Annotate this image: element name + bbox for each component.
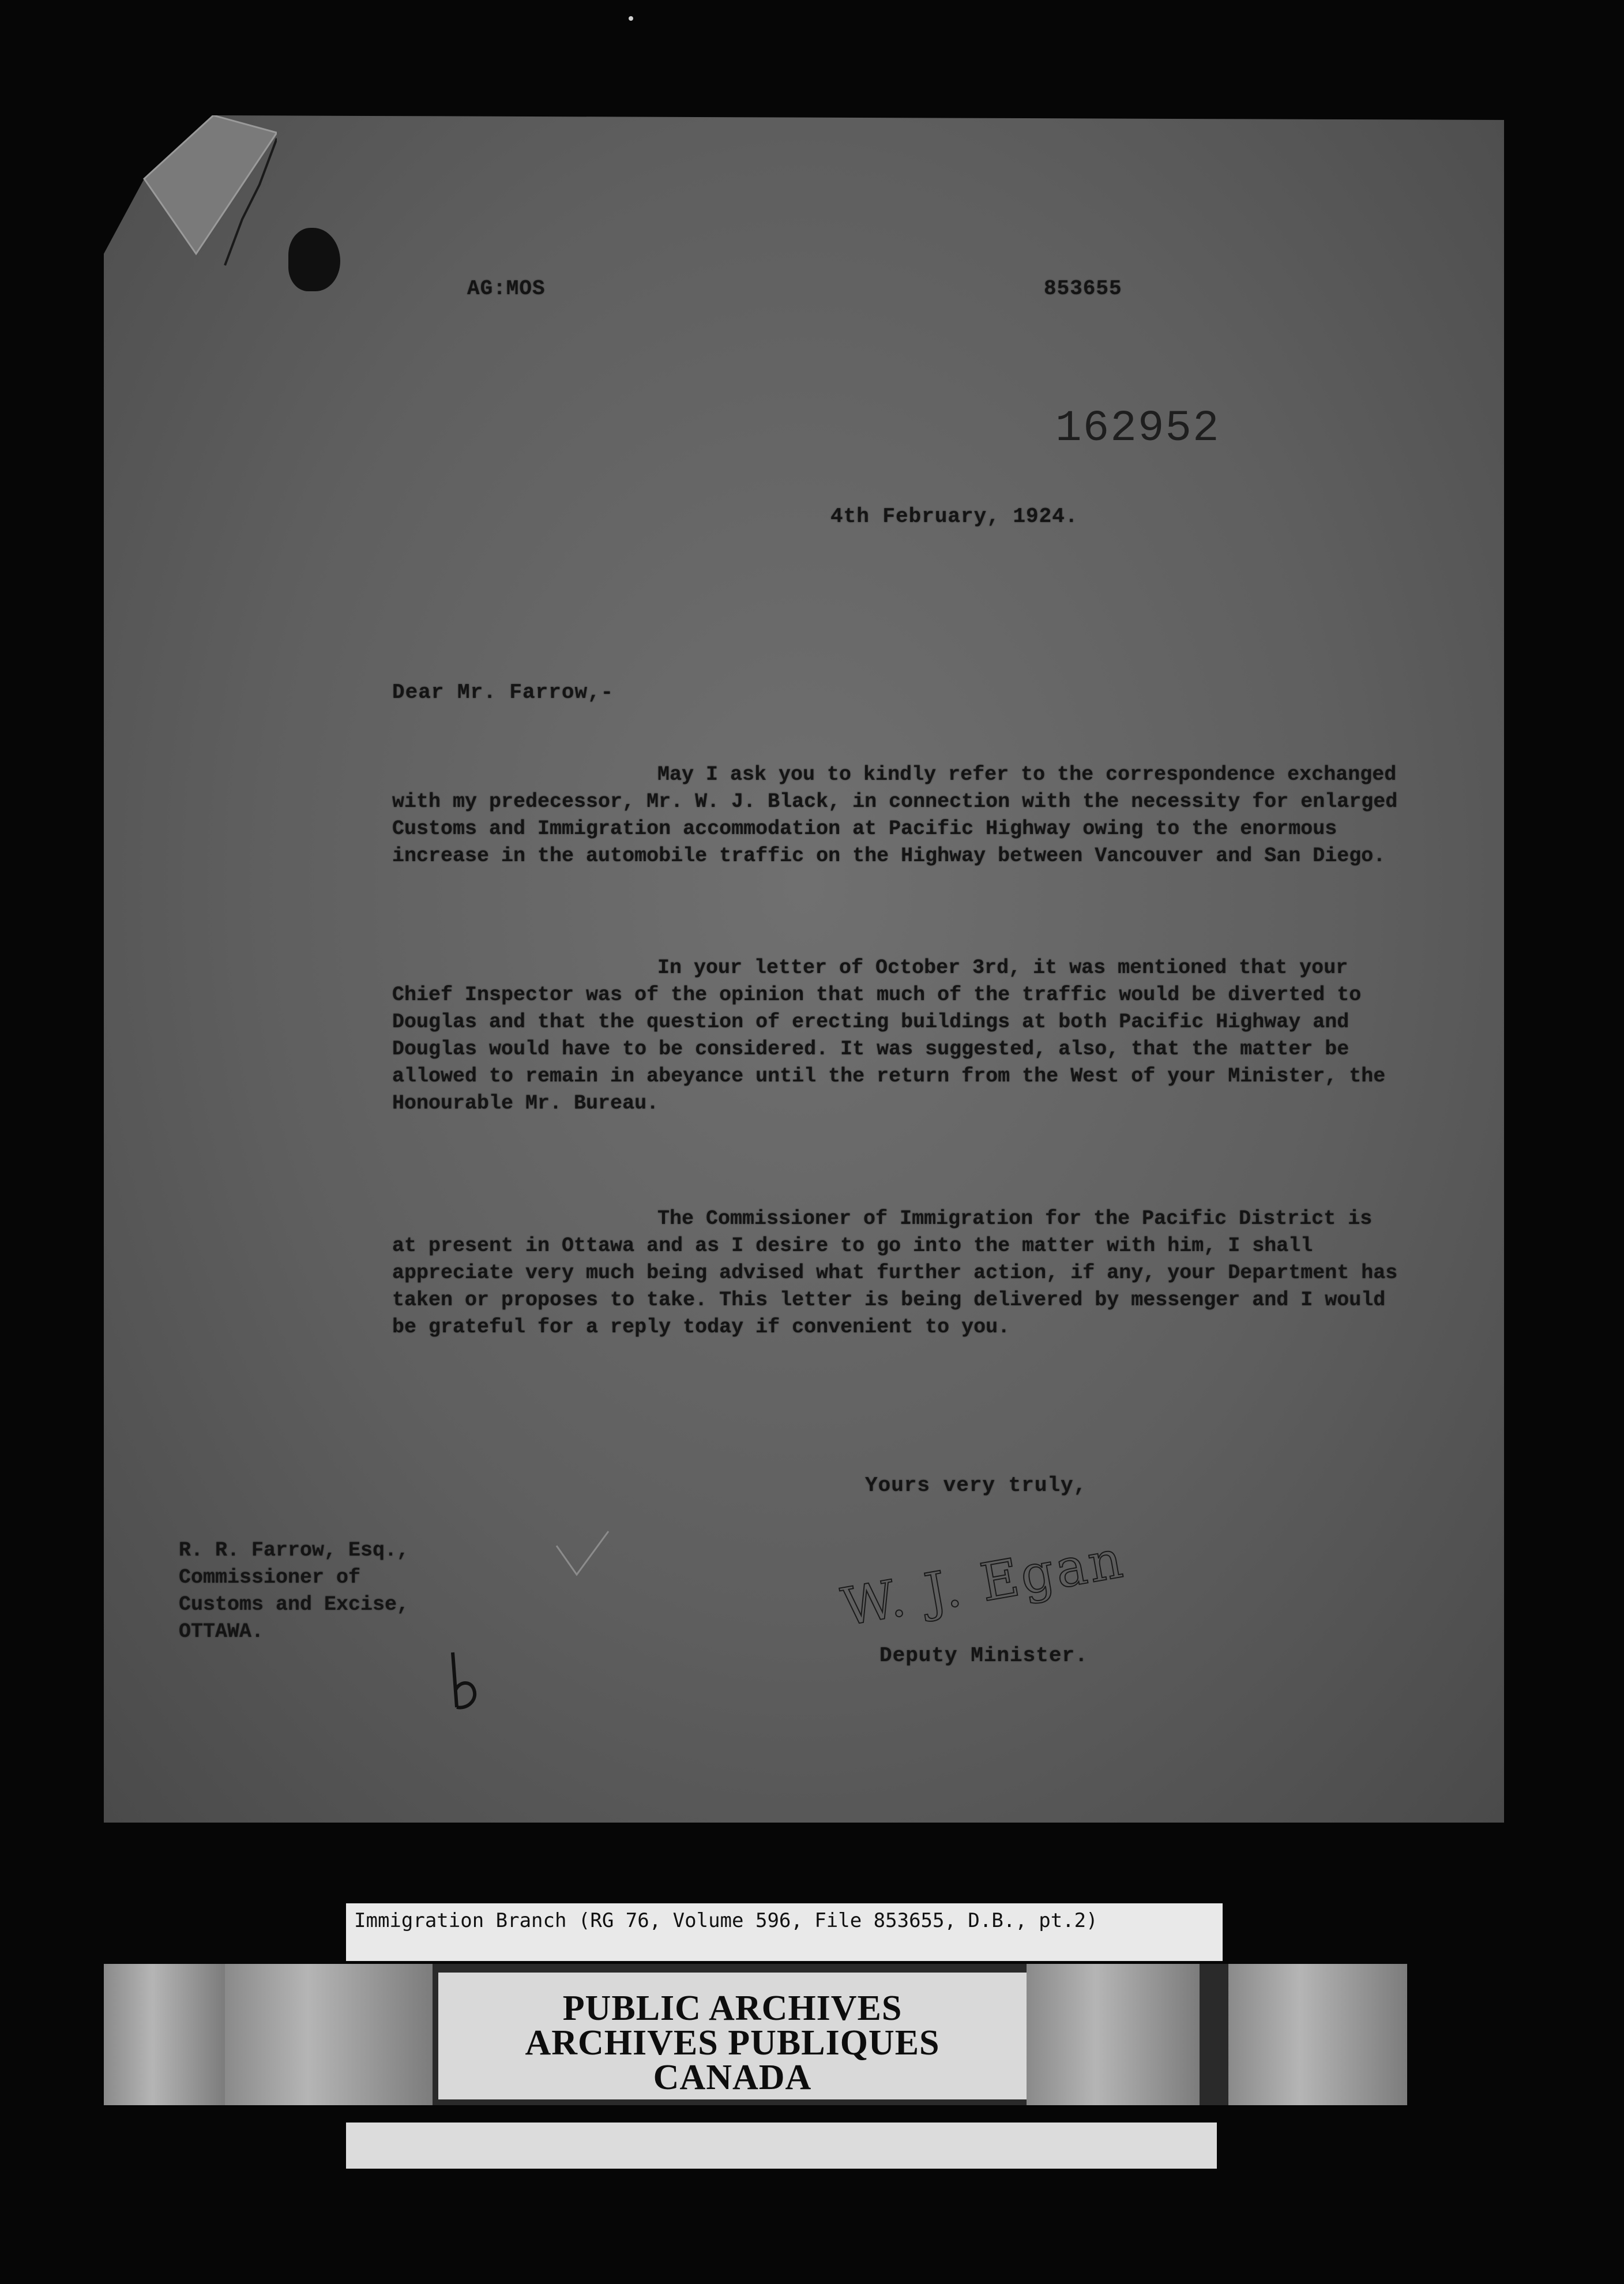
- blank-label: [346, 2123, 1217, 2169]
- body-paragraph: The Commissioner of Immigration for the Pacific District is at present in Ottawa and as I desire to go into the matter with him, I shall appreciate very much being advised what further action, if any, your Department has taken or proposes to take. This letter is being delivered by messenger and I would be grateful for a reply today if convenient to you.: [392, 1207, 1398, 1339]
- film-block: [104, 1964, 225, 2105]
- archive-reference-text: Immigration Branch (RG 76, Volume 596, File 853655, D.B., pt.2): [354, 1909, 1098, 1932]
- folded-corner: [104, 115, 277, 288]
- addressee-line: R. R. Farrow, Esq.,: [179, 1539, 409, 1562]
- film-block: [1228, 1964, 1407, 2105]
- film-block: [1027, 1964, 1200, 2105]
- body-paragraph: May I ask you to kindly refer to the correspondence exchanged with my predecessor, Mr. W. J. Black, in connection with the necessity for enlarged Customs and Immigration accommodation at Pacific Highway owing to the enormous increase in the automobile traffic on the Highway between Vancouver and San Diego.: [392, 763, 1398, 867]
- reference-file-number: 853655: [1044, 277, 1122, 300]
- pencil-check-mark: [554, 1528, 611, 1580]
- letter-date: 4th February, 1924.: [830, 505, 1078, 528]
- addressee-line: OTTAWA.: [179, 1620, 264, 1643]
- stamped-file-number: 162952: [1055, 404, 1220, 453]
- handwritten-mark: [444, 1650, 484, 1713]
- addressee-line: Customs and Excise,: [179, 1593, 409, 1616]
- public-archives-label: [438, 1973, 1027, 2099]
- body-paragraph: In your letter of October 3rd, it was mentioned that your Chief Inspector was of the opinion that much of the traffic would be diverted to Douglas and that the question of erecting buildings at both Pacific Highway and Douglas would have to be considered. It was suggested, also, that the matter be allowed to remain in abeyance until the return from the West of your Minister, the Honourable Mr. Bureau.: [392, 956, 1386, 1115]
- archive-reference-label: [346, 1903, 1223, 1961]
- archive-label-line: PUBLIC ARCHIVES: [562, 1989, 903, 2028]
- addressee-block: [179, 1537, 409, 1646]
- archive-label-line: ARCHIVES PUBLIQUES: [525, 2023, 940, 2063]
- signature-stamp: W. J. Egan: [837, 1528, 1129, 1638]
- signatory-title: Deputy Minister.: [879, 1644, 1088, 1667]
- film-speck: [629, 16, 633, 21]
- addressee-line: Commissioner of: [179, 1566, 361, 1589]
- reference-initials: AG:MOS: [467, 277, 546, 300]
- tear-hole: [288, 228, 340, 291]
- closing: Yours very truly,: [865, 1474, 1087, 1497]
- salutation: Dear Mr. Farrow,-: [392, 681, 614, 704]
- film-block: [225, 1964, 433, 2105]
- archive-label-line: CANADA: [653, 2058, 812, 2097]
